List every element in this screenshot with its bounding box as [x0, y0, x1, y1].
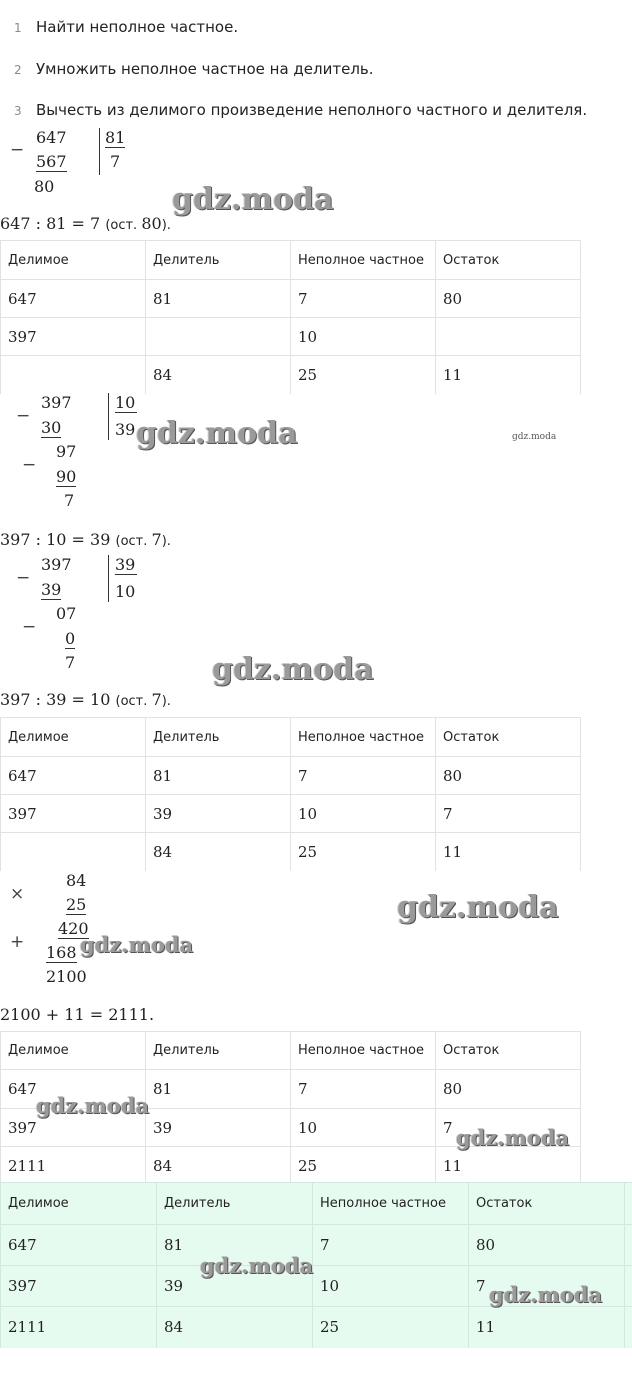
remainder: 7	[65, 653, 76, 672]
table-cell: 25	[291, 356, 436, 394]
subtrahend: 0	[65, 629, 76, 648]
table-cell: 7	[436, 1109, 581, 1147]
watermark: gdz.moda	[512, 432, 557, 442]
table-cell: 84	[146, 1147, 291, 1185]
minus-sign: −	[16, 406, 31, 426]
watermark: gdz.moda	[36, 1093, 150, 1118]
table-edge	[625, 1266, 632, 1307]
partial-dividend: 07	[56, 604, 77, 623]
times-sign: ×	[10, 884, 25, 904]
equation-4: 2100 + 11 = 2111.	[0, 1005, 155, 1024]
table-edge	[625, 1183, 632, 1225]
table-cell: 39	[146, 1109, 291, 1147]
plus-sign: +	[10, 932, 25, 952]
equation-3: 397 : 39 = 10 (ост. 7).	[0, 690, 171, 709]
table-row	[1, 280, 581, 318]
table-cell: 7	[469, 1266, 625, 1307]
subtrahend: 39	[41, 580, 62, 599]
table-cell: 647	[1, 757, 146, 795]
table-cell: 11	[469, 1307, 625, 1348]
step-number: 3	[14, 104, 22, 118]
header-quotient: Неполное частное	[291, 718, 436, 757]
table-2	[0, 717, 581, 871]
dividend: 647	[36, 128, 67, 147]
table-row	[1, 1147, 581, 1185]
watermark: gdz.moda	[397, 890, 559, 925]
partial-product: 168	[46, 943, 77, 962]
table-cell: 10	[291, 1109, 436, 1147]
header-dividend: Делимое	[1, 1183, 157, 1225]
minus-sign: −	[16, 568, 31, 588]
header-quotient: Неполное частное	[291, 241, 436, 280]
table-cell: 11	[436, 356, 581, 394]
subtrahend: 567	[36, 152, 67, 171]
table-cell: 84	[146, 833, 291, 871]
table-cell: 80	[436, 757, 581, 795]
step-3	[14, 101, 587, 119]
division-bar	[108, 393, 109, 440]
equation-2: 397 : 10 = 39 (ост. 7).	[0, 530, 171, 549]
step-1	[14, 18, 238, 36]
table-header-row	[1, 1032, 581, 1070]
table-cell: 7	[291, 1070, 436, 1109]
table-cell: 11	[436, 1147, 581, 1185]
header-remainder: Остаток	[436, 1032, 581, 1070]
table-cell: 397	[1, 795, 146, 833]
watermark: gdz.moda	[172, 182, 334, 217]
quotient: 10	[115, 582, 136, 601]
table-cell: 81	[146, 1070, 291, 1109]
table-cell: 25	[291, 833, 436, 871]
minus-sign: −	[10, 140, 25, 160]
table-edge	[625, 1225, 632, 1266]
table-1	[0, 240, 581, 394]
header-divisor: Делитель	[146, 1032, 291, 1070]
table-cell: 25	[313, 1307, 469, 1348]
header-quotient: Неполное частное	[291, 1032, 436, 1070]
table-header-row	[1, 718, 581, 757]
table-row	[1, 356, 581, 394]
table-cell: 39	[146, 795, 291, 833]
table-cell: 7	[436, 795, 581, 833]
table-row	[1, 795, 581, 833]
table-cell	[436, 318, 581, 356]
table-cell	[146, 318, 291, 356]
table-cell	[1, 833, 146, 871]
table-cell: 10	[291, 318, 436, 356]
table-cell: 10	[313, 1266, 469, 1307]
multiplicand: 84	[66, 871, 87, 890]
minus-sign: −	[22, 617, 37, 637]
watermark: gdz.moda	[489, 1282, 603, 1307]
division-bar	[99, 128, 100, 175]
watermark: gdz.moda	[200, 1253, 314, 1278]
header-divisor: Делитель	[157, 1183, 313, 1225]
table-edge	[625, 1307, 632, 1348]
header-divisor: Делитель	[146, 241, 291, 280]
quotient: 7	[110, 152, 121, 171]
watermark: gdz.moda	[136, 416, 298, 451]
remainder: 7	[64, 491, 75, 510]
quotient: 39	[115, 420, 136, 439]
table-cell: 2111	[1, 1307, 157, 1348]
watermark: gdz.moda	[212, 652, 374, 687]
table-cell: 647	[1, 280, 146, 318]
table-cell: 7	[313, 1225, 469, 1266]
table-cell: 80	[436, 1070, 581, 1109]
header-quotient: Неполное частное	[313, 1183, 469, 1225]
header-divisor: Делитель	[146, 718, 291, 757]
table-cell: 39	[157, 1266, 313, 1307]
table-cell: 81	[146, 757, 291, 795]
table-cell: 81	[157, 1225, 313, 1266]
table-cell: 11	[436, 833, 581, 871]
header-dividend: Делимое	[1, 718, 146, 757]
table-cell: 80	[469, 1225, 625, 1266]
subtrahend: 90	[56, 467, 77, 486]
table-cell: 25	[291, 1147, 436, 1185]
step-2	[14, 60, 374, 78]
table-row	[1, 1225, 632, 1266]
product: 2100	[46, 967, 87, 986]
table-row	[1, 757, 581, 795]
watermark: gdz.moda	[456, 1125, 570, 1150]
table-cell: 7	[291, 280, 436, 318]
division-bar	[108, 555, 109, 602]
table-cell: 647	[1, 1225, 157, 1266]
table-row	[1, 1307, 632, 1348]
header-remainder: Остаток	[436, 241, 581, 280]
divisor: 39	[115, 555, 136, 574]
table-cell: 397	[1, 1109, 146, 1147]
table-cell: 10	[291, 795, 436, 833]
table-cell	[1, 356, 146, 394]
table-cell: 397	[1, 1266, 157, 1307]
step-text: Найти неполное частное.	[36, 18, 239, 36]
step-text: Вычесть из делимого произведение неполного частного и делителя.	[36, 101, 588, 119]
table-cell: 397	[1, 318, 146, 356]
remainder: 80	[34, 177, 55, 196]
header-dividend: Делимое	[1, 241, 146, 280]
header-remainder: Остаток	[436, 718, 581, 757]
table-header-row	[1, 241, 581, 280]
divisor: 81	[105, 128, 126, 147]
table-row	[1, 833, 581, 871]
equation-1: 647 : 81 = 7 (ост. 80).	[0, 214, 171, 233]
answer-table	[0, 1182, 632, 1348]
dividend: 397	[41, 555, 72, 574]
subtrahend: 30	[41, 418, 62, 437]
table-row	[1, 318, 581, 356]
table-cell: 647	[1, 1070, 146, 1109]
divisor: 10	[115, 393, 136, 412]
partial-dividend: 97	[56, 442, 77, 461]
table-cell: 84	[146, 356, 291, 394]
table-header-row	[1, 1183, 632, 1225]
table-cell: 2111	[1, 1147, 146, 1185]
minus-sign: −	[22, 455, 37, 475]
header-dividend: Делимое	[1, 1032, 146, 1070]
multiplier: 25	[66, 895, 87, 914]
table-cell: 81	[146, 280, 291, 318]
table-cell: 84	[157, 1307, 313, 1348]
watermark: gdz.moda	[80, 932, 194, 957]
step-text: Умножить неполное частное на делитель.	[36, 60, 374, 78]
partial-product: 420	[58, 919, 89, 938]
table-cell: 7	[291, 757, 436, 795]
table-cell: 80	[436, 280, 581, 318]
step-number: 2	[14, 63, 22, 77]
header-remainder: Остаток	[469, 1183, 625, 1225]
dividend: 397	[41, 393, 72, 412]
step-number: 1	[14, 21, 22, 35]
